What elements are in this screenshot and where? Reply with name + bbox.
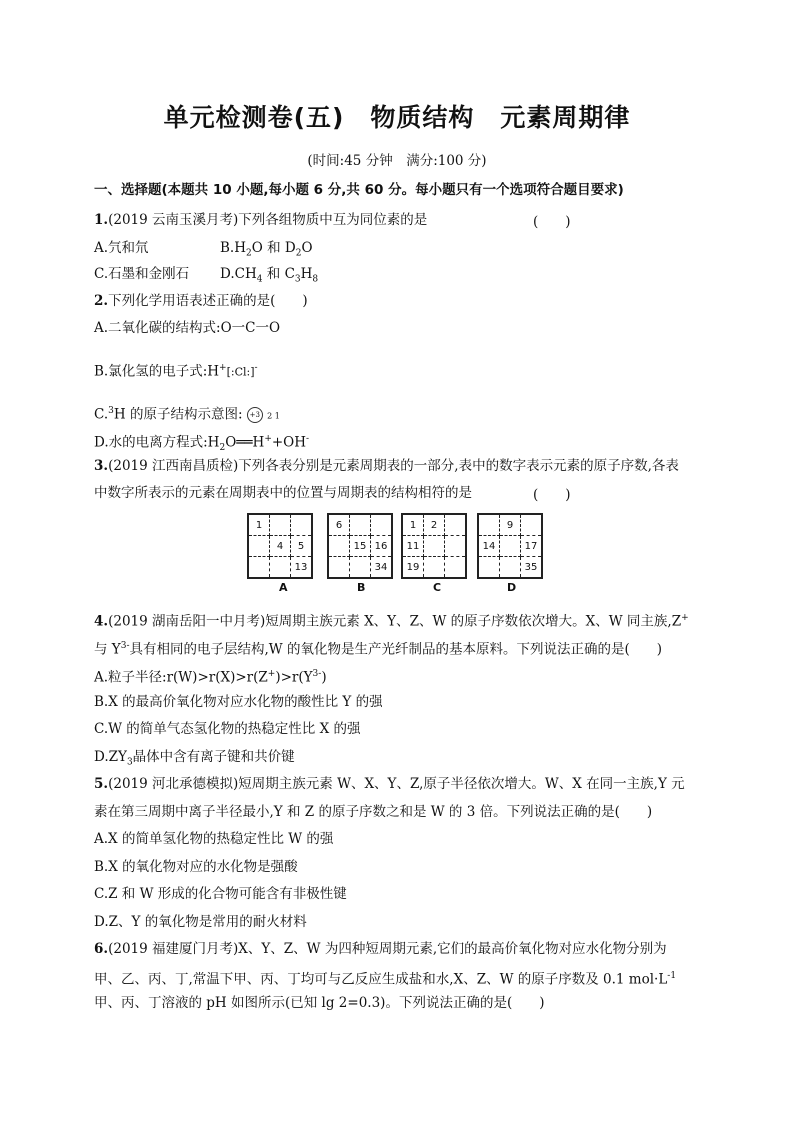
q1-option-d: $D.CH_4$ 和 $C_3H_8$	[220, 266, 319, 285]
q4-option-a: A.粒子半径$:r(W)>r(X)>r(Z^+)>r(Y^{3-})$	[94, 669, 327, 686]
answer-blank: ( )	[533, 487, 571, 503]
atom-structure-diagram: +3	[247, 407, 263, 423]
q1-option-a: A.氕和氘	[94, 240, 149, 256]
q4-option-b: B.X 的最高价氧化物对应水化物的酸性比 Y 的强	[94, 694, 383, 710]
section-heading: 一、选择题(本题共 10 小题,每小题 6 分,共 60 分。每小题只有一个选项符合题目要求)	[94, 182, 624, 198]
q2-option-a: A.二氧化碳的结构式:O一C一O	[94, 320, 281, 336]
table-c-label: C	[433, 581, 442, 594]
question-5-stem-line2: 素在第三周期中离子半径最小,Y 和 Z 的原子序数之和是 W 的 3 倍。下列说法正确的是( )	[94, 804, 653, 820]
q4-option-c: C.W 的简单气态氢化物的热稳定性比 X 的强	[94, 721, 361, 737]
question-6-stem-line2: 甲、乙、丙、丁,常温下甲、丙、丁均可与乙反应生成盐和水,X、Z、W 的原子序数及 0.1 $mol\cdot L^{-1}$	[94, 971, 677, 988]
table-d: 9 14 17 35	[477, 513, 543, 579]
q5-option-a: A.X 的简单氢化物的热稳定性比 W 的强	[94, 831, 334, 847]
q5-option-b: B.X 的氧化物对应的水化物是强酸	[94, 859, 298, 875]
q5-option-c: C.Z 和 W 形成的化合物可能含有非极性键	[94, 886, 347, 902]
table-c: 1 2 11 19	[401, 513, 467, 579]
exam-info: (时间:45 分钟 满分:100 分)	[307, 153, 487, 169]
question-6-stem-line3: 甲、丙、丁溶液的 pH 如图所示(已知 lg 2=0.3)。下列说法正确的是( )	[94, 995, 545, 1011]
q5-option-d: D.Z、Y 的氧化物是常用的耐火材料	[94, 914, 307, 930]
table-d-label: D	[507, 581, 517, 594]
table-b-label: B	[357, 581, 366, 594]
table-b: 6 15 16 34	[327, 513, 393, 579]
q2-option-c: C.$^3$H 的原子结构示意图: +3 2 1	[94, 406, 280, 423]
q4-option-d: $D.ZY_3$晶体中含有离子键和共价键	[94, 749, 295, 768]
periodic-table-fragments	[247, 513, 557, 593]
q2-option-b: B.氯化氢的电子式:H+[:Cl:]-	[94, 363, 258, 380]
question-4-stem-line1: 4.(2019 湖南岳阳一中月考)短周期主族元素 X、Y、Z、W 的原子序数依次增大。X、W 同主族,Z+	[94, 613, 689, 630]
question-1-stem: 1.(2019 云南玉溪月考)下列各组物质中互为同位素的是	[94, 212, 428, 228]
q2-option-d: D.水的电离方程式$:H_2O══H^++OH^-$	[94, 434, 310, 454]
question-4-stem-line2: 与 $Y^{3-}$具有相同的电子层结构,W 的氧化物是生产光纤制品的基本原料。下列说法正确的是( )	[94, 641, 662, 658]
q1-option-b: $B.H_2O$ 和 $D_2O$	[220, 240, 313, 259]
answer-blank: ( )	[533, 214, 571, 230]
table-a-label: A	[279, 581, 288, 594]
question-2-stem: 2.下列化学用语表述正确的是( )	[94, 293, 308, 309]
table-a: 1 4 5 13	[247, 513, 313, 579]
q1-option-c: C.石墨和金刚石	[94, 266, 190, 282]
question-5-stem-line1: 5.(2019 河北承德模拟)短周期主族元素 W、X、Y、Z,原子半径依次增大。W、X 在同一主族,Y 元	[94, 776, 685, 792]
question-3-stem-line1: 3.(2019 江西南昌质检)下列各表分别是元素周期表的一部分,表中的数字表示元素的原子序数,各表	[94, 458, 679, 474]
page-title: 单元检测卷(五) 物质结构 元素周期律	[163, 103, 631, 132]
question-3-stem-line2: 中数字所表示的元素在周期表中的位置与周期表的结构相符的是	[94, 485, 472, 501]
question-6-stem-line1: 6.(2019 福建厦门月考)X、Y、Z、W 为四种短周期元素,它们的最高价氧化物对应水化物分别为	[94, 941, 667, 957]
